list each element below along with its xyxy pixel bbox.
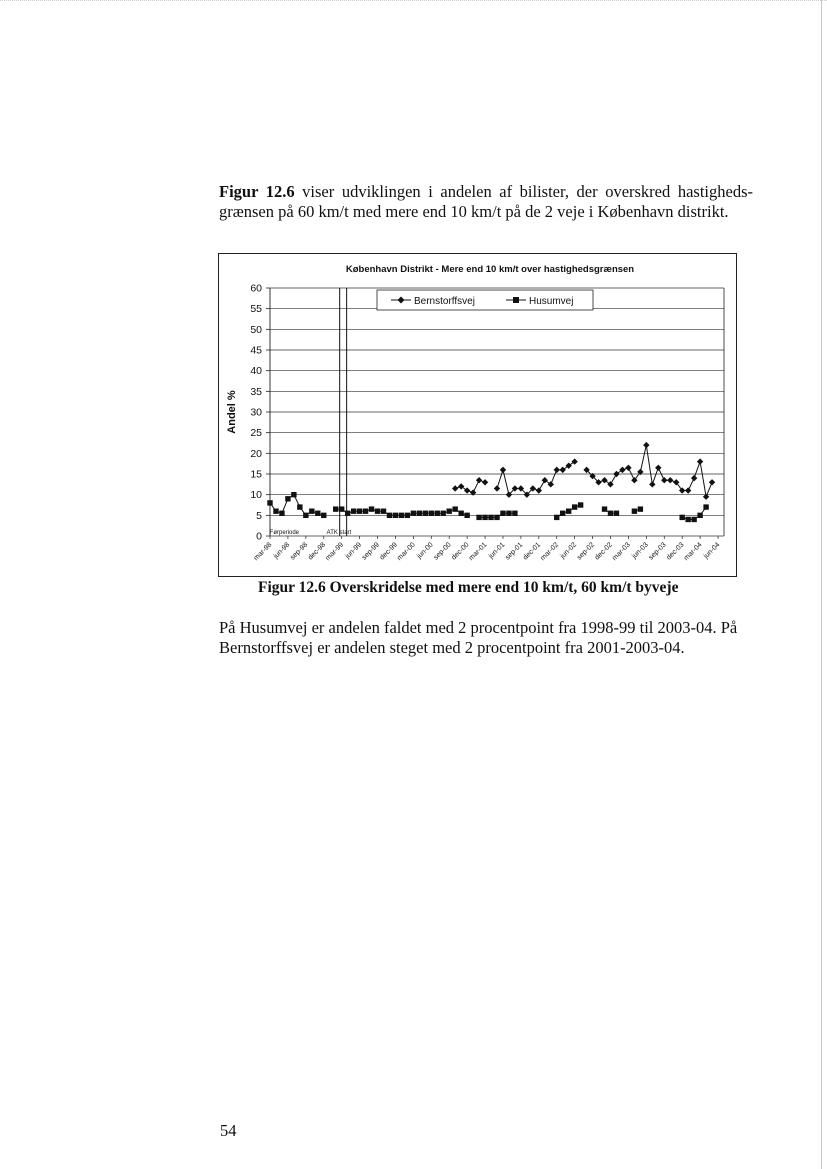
data-point-bernstorffsvej: [661, 477, 667, 483]
series-husumvej: [267, 492, 708, 522]
data-point-husumvej: [638, 506, 643, 511]
x-tick-label: jun-01: [487, 541, 507, 561]
data-point-husumvej: [309, 509, 314, 514]
data-point-bernstorffsvej: [560, 467, 566, 473]
data-point-bernstorffsvej: [565, 463, 571, 469]
y-tick-labels: [250, 283, 262, 543]
data-point-husumvej: [435, 511, 440, 516]
data-point-husumvej: [614, 511, 619, 516]
x-tick-label: dec-01: [522, 541, 543, 562]
chart-frame: [218, 253, 737, 577]
x-tick-label: mar-00: [396, 541, 417, 563]
reference-line-label: Førperiode: [269, 530, 300, 536]
data-point-husumvej: [393, 513, 398, 518]
data-point-husumvej: [417, 511, 422, 516]
data-point-bernstorffsvej: [673, 479, 679, 485]
data-point-husumvej: [500, 511, 505, 516]
intro-paragraph: [219, 182, 753, 222]
data-point-husumvej: [447, 509, 452, 514]
x-tick-label: dec-98: [307, 541, 328, 562]
data-point-bernstorffsvej: [571, 458, 577, 464]
intro-text: viser udviklingen i andelen af bilister, der overskred hastigheds-grænsen på 60 km/t med mere end 10 km/t på de 2 veje i København distrikt.: [219, 182, 753, 221]
line-chart: [219, 254, 736, 576]
data-point-husumvej: [632, 509, 637, 514]
x-tick-label: jun-99: [344, 541, 364, 561]
data-point-bernstorffsvej: [607, 481, 613, 487]
data-point-husumvej: [303, 513, 308, 518]
data-point-bernstorffsvej: [685, 487, 691, 493]
data-point-bernstorffsvej: [554, 467, 560, 473]
y-tick-label: 20: [250, 447, 262, 460]
data-point-husumvej: [321, 513, 326, 518]
intro-figure-ref: Figur 12.6: [219, 182, 295, 201]
y-tick-label: 55: [250, 303, 262, 316]
data-point-husumvej: [405, 513, 410, 518]
data-point-husumvej: [458, 511, 463, 516]
y-tick-label: 50: [250, 323, 262, 336]
x-tick-label: jun-02: [559, 541, 579, 561]
data-point-bernstorffsvej: [649, 481, 655, 487]
data-point-bernstorffsvej: [494, 485, 500, 491]
x-tick-label: mar-01: [467, 541, 489, 563]
data-point-bernstorffsvej: [458, 483, 464, 489]
data-point-bernstorffsvej: [476, 477, 482, 483]
data-point-husumvej: [488, 515, 493, 520]
data-point-husumvej: [387, 513, 392, 518]
data-point-husumvej: [482, 515, 487, 520]
x-tick-label: mar-03: [611, 541, 632, 563]
data-point-husumvej: [381, 509, 386, 514]
reference-line-label: ATK start: [326, 530, 352, 536]
data-point-bernstorffsvej: [655, 465, 661, 471]
series-bernstorffsvej: [452, 442, 715, 500]
data-point-husumvej: [608, 511, 613, 516]
data-point-husumvej: [273, 509, 278, 514]
x-tick-label: dec-03: [665, 541, 686, 562]
data-point-husumvej: [369, 506, 374, 511]
data-point-bernstorffsvej: [548, 481, 554, 487]
data-point-husumvej: [363, 509, 368, 514]
data-point-husumvej: [566, 509, 571, 514]
data-point-husumvej: [351, 509, 356, 514]
x-tick-label: jun-98: [272, 541, 292, 561]
series-line-bernstorffsvej: [497, 462, 575, 495]
data-point-husumvej: [512, 511, 517, 516]
x-tick-label: jun-03: [631, 541, 650, 561]
data-point-husumvej: [411, 511, 416, 516]
y-tick-label: 0: [256, 530, 262, 543]
x-tick-label: dec-00: [450, 541, 471, 562]
data-point-husumvej: [578, 502, 583, 507]
series-layer: [267, 442, 715, 522]
scan-right-edge: [821, 0, 822, 1169]
data-point-husumvej: [345, 511, 350, 516]
chart-title: København Distrikt - Mere end 10 km/t over hastighedsgrænsen: [345, 264, 635, 275]
data-point-husumvej: [494, 515, 499, 520]
data-point-husumvej: [291, 492, 296, 497]
data-point-husumvej: [691, 517, 696, 522]
y-tick-label: 30: [250, 406, 262, 419]
y-tick-label: 60: [250, 282, 262, 295]
legend: [377, 290, 593, 310]
data-point-husumvej: [703, 504, 708, 509]
data-point-husumvej: [441, 511, 446, 516]
series-line-bernstorffsvej: [587, 445, 713, 497]
data-point-husumvej: [685, 517, 690, 522]
data-point-husumvej: [267, 500, 272, 505]
data-point-bernstorffsvej: [625, 465, 631, 471]
x-tick-label: jun-04: [702, 541, 722, 561]
data-point-husumvej: [375, 509, 380, 514]
data-point-husumvej: [423, 511, 428, 516]
data-point-husumvej: [333, 506, 338, 511]
data-point-husumvej: [339, 506, 344, 511]
x-tick-label: sep-00: [432, 541, 453, 562]
data-point-husumvej: [697, 513, 702, 518]
data-point-husumvej: [679, 515, 684, 520]
data-point-bernstorffsvej: [542, 477, 548, 483]
data-point-bernstorffsvej: [464, 487, 470, 493]
data-point-bernstorffsvej: [643, 442, 649, 448]
data-point-bernstorffsvej: [613, 471, 619, 477]
gridlines: [266, 288, 724, 536]
data-point-husumvej: [572, 504, 577, 509]
data-point-husumvej: [560, 511, 565, 516]
figure-caption: Figur 12.6 Overskridelse med mere end 10 km/t, 60 km/t byveje: [258, 579, 679, 596]
y-tick-label: 15: [250, 468, 262, 481]
data-point-bernstorffsvej: [709, 479, 715, 485]
x-tick-label: dec-02: [593, 541, 614, 562]
data-point-bernstorffsvej: [536, 487, 542, 493]
data-point-bernstorffsvej: [452, 485, 458, 491]
x-tick-label: sep-99: [360, 541, 381, 562]
x-tick-label: sep-03: [647, 541, 668, 562]
page-number: 54: [220, 1121, 237, 1140]
data-point-husumvej: [315, 511, 320, 516]
data-point-husumvej: [452, 506, 457, 511]
data-point-husumvej: [399, 513, 404, 518]
data-point-husumvej: [476, 515, 481, 520]
legend-label-bernstorffsvej: Bernstorffsvej: [414, 296, 475, 307]
legend-label-husumvej: Husumvej: [529, 296, 574, 307]
data-point-husumvej: [602, 506, 607, 511]
data-point-husumvej: [429, 511, 434, 516]
y-tick-label: 45: [250, 344, 262, 357]
data-point-bernstorffsvej: [500, 467, 506, 473]
data-point-bernstorffsvej: [697, 458, 703, 464]
y-tick-label: 25: [250, 427, 262, 440]
data-point-bernstorffsvej: [667, 477, 673, 483]
scan-top-edge: [0, 0, 827, 2]
data-point-husumvej: [357, 509, 362, 514]
data-point-husumvej: [279, 511, 284, 516]
data-point-husumvej: [506, 511, 511, 516]
data-point-bernstorffsvej: [619, 467, 625, 473]
x-tick-label: sep-01: [504, 541, 525, 562]
y-tick-label: 10: [250, 489, 262, 502]
data-point-husumvej: [297, 504, 302, 509]
data-point-husumvej: [464, 513, 469, 518]
x-tick-label: jun-00: [415, 541, 435, 561]
x-tick-label: dec-99: [378, 541, 399, 562]
data-point-bernstorffsvej: [601, 477, 607, 483]
y-tick-label: 40: [250, 365, 262, 378]
x-tick-label: sep-02: [575, 541, 596, 562]
x-tick-label: mar-99: [324, 541, 346, 563]
x-tick-label: mar-98: [252, 541, 274, 563]
legend-marker-husumvej: [513, 297, 519, 303]
y-axis-title: Andel %: [226, 390, 238, 434]
data-point-bernstorffsvej: [679, 487, 685, 493]
body-paragraph: På Husumvej er andelen faldet med 2 procentpoint fra 1998-99 til 2003-04. På Bernstorffsvej er andelen steget med 2 procentpoint fra 2001-2003-04.: [219, 618, 738, 657]
x-tick-label: mar-02: [539, 541, 561, 563]
x-tick-labels: [253, 536, 722, 562]
y-tick-label: 5: [256, 509, 262, 522]
data-point-bernstorffsvej: [482, 479, 488, 485]
data-point-husumvej: [285, 496, 290, 501]
x-tick-label: sep-98: [289, 541, 310, 562]
data-point-bernstorffsvej: [691, 475, 697, 481]
data-point-husumvej: [554, 515, 559, 520]
x-tick-label: mar-04: [682, 541, 704, 563]
y-tick-label: 35: [250, 385, 262, 398]
